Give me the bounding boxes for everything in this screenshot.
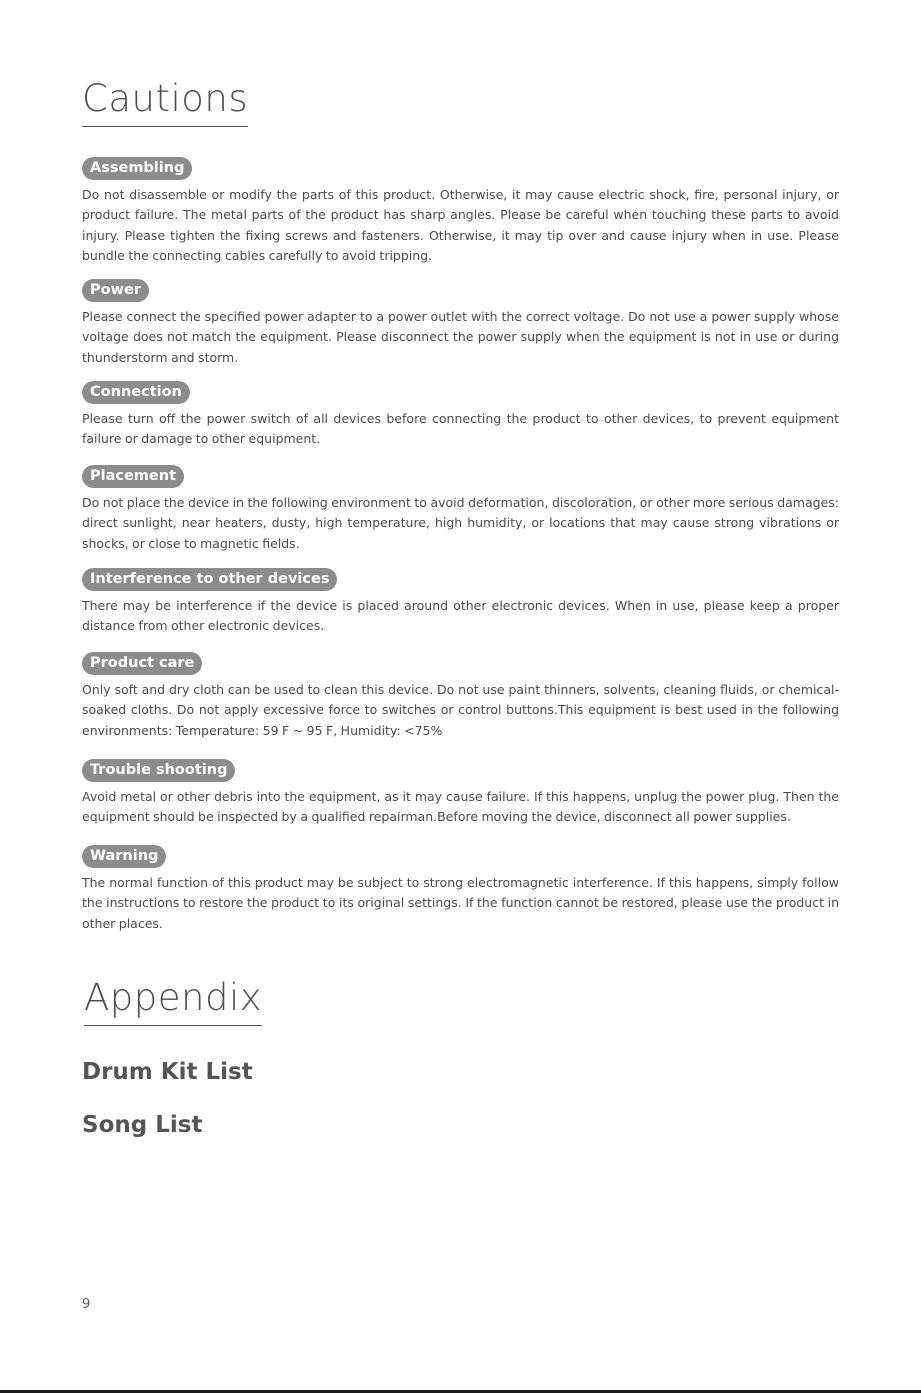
caution-section-power [82, 279, 839, 368]
section-heading-assembling: Assembling [82, 157, 192, 180]
section-heading-placement: Placement [82, 465, 184, 488]
appendix-title: Appendix [84, 979, 262, 1026]
drum-kit-list-heading: Drum Kit List [82, 1059, 253, 1085]
caution-section-trouble-shooting [82, 759, 839, 828]
section-heading-product-care: Product care [82, 652, 202, 675]
section-text-trouble-shooting: Avoid metal or other debris into the equipment, as it may cause failure. If this happens, unplug the power plug. Then the equipment should be inspected by a qualified repairman.Before moving the device, disconnect all power supplies. [82, 789, 839, 825]
section-text-connection: Please turn off the power switch of all devices before connecting the product to other devices, to prevent equipment failure or damage to other equipment. [82, 411, 839, 447]
caution-section-placement [82, 465, 839, 554]
section-text-placement: Do not place the device in the following environment to avoid deformation, discoloration, or other more serious damages: direct sunlight, near heaters, dusty, high temperature, high humidity, or locations that may cause strong vibrations or shocks, or close to magnetic fields. [82, 495, 839, 551]
manual-page [82, 0, 839, 1393]
section-heading-power: Power [82, 279, 149, 302]
cautions-title: Cautions [82, 80, 248, 127]
section-heading-connection: Connection [82, 381, 190, 404]
song-list-heading: Song List [82, 1112, 203, 1138]
caution-section-connection [82, 381, 839, 450]
page-number: 9 [82, 1297, 91, 1312]
section-heading-interference: Interference to other devices [82, 568, 337, 591]
section-text-power: Please connect the specified power adapter to a power outlet with the correct voltage. Do not use a power supply whose voltage does not match the equipment. Please disconnect the power supply when the equipment is not in use or during thunderstorm and storm. [82, 309, 839, 365]
caution-section-warning [82, 845, 839, 934]
section-heading-warning: Warning [82, 845, 166, 868]
section-text-product-care: Only soft and dry cloth can be used to clean this device. Do not use paint thinners, solvents, cleaning fluids, or chemical-soaked cloths. Do not apply excessive force to switches or control buttons.This equipment is best used in the following environments: Temperature: 59 F ~ 95 F, Humidity: <75% [82, 682, 839, 738]
caution-section-product-care [82, 652, 839, 741]
caution-section-interference [82, 568, 839, 637]
section-heading-trouble-shooting: Trouble shooting [82, 759, 235, 782]
section-text-warning: The normal function of this product may be subject to strong electromagnetic interference. If this happens, simply follow the instructions to restore the product to its original settings. If the function cannot be restored, please use the product in other places. [82, 875, 839, 931]
caution-section-assembling [82, 157, 839, 266]
section-text-assembling: Do not disassemble or modify the parts of this product. Otherwise, it may cause electric shock, fire, personal injury, or product failure. The metal parts of the product has sharp angles. Please be careful when touching these parts to avoid injury. Please tighten the fixing screws and fasteners. Otherwise, it may tip over and cause injury when in use. Please bundle the connecting cables carefully to avoid tripping. [82, 187, 839, 263]
section-text-interference: There may be interference if the device is placed around other electronic devices. When in use, please keep a proper distance from other electronic devices. [82, 598, 839, 634]
